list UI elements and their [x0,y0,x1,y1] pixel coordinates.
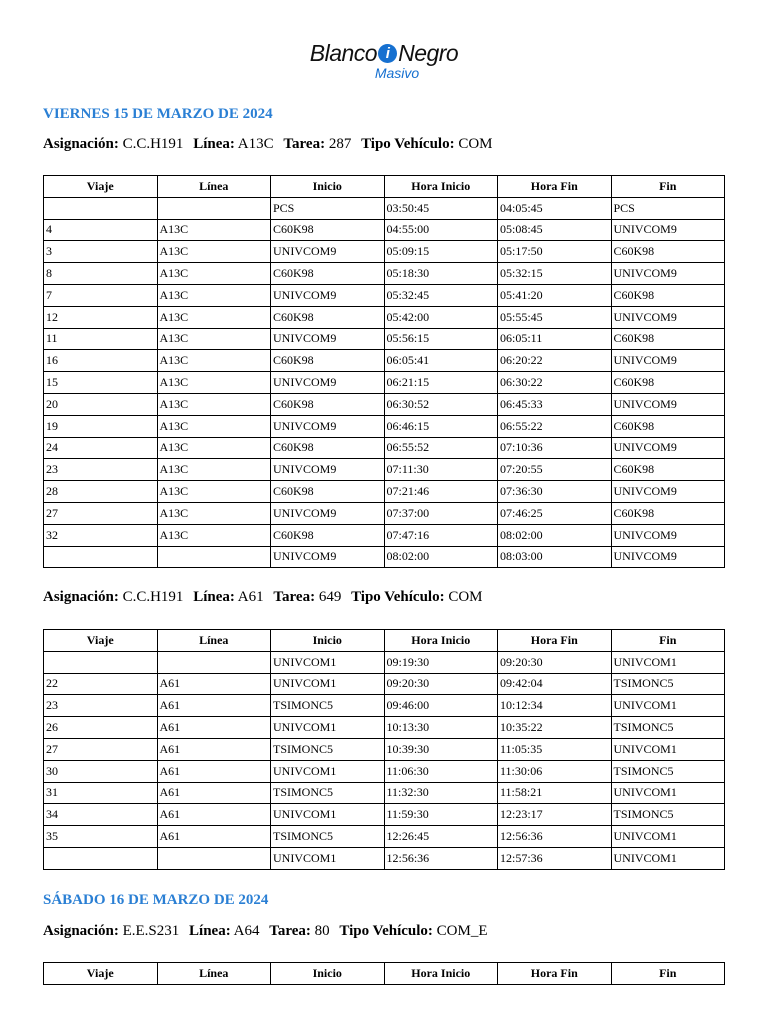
column-header-fin: Fin [611,630,725,652]
cell-linea: A13C [157,350,271,372]
cell-fin: TSIMONC5 [611,717,725,739]
brand-logo-wordmark [310,40,458,67]
column-header-linea: Línea [157,630,271,652]
cell-fin: UNIVCOM9 [611,481,725,503]
trip-table-3 [43,962,725,985]
tipo-label: Tipo Vehículo: [361,136,455,152]
cell-inicio: UNIVCOM1 [271,673,385,695]
tipo-label: Tipo Vehículo: [351,589,445,605]
table-header-row [44,176,725,198]
cell-linea: A13C [157,263,271,285]
cell-hora-fin: 11:30:06 [498,760,612,782]
cell-fin: TSIMONC5 [611,673,725,695]
cell-hora-inicio: 05:09:15 [384,241,498,263]
cell-viaje: 35 [44,826,158,848]
cell-hora-inicio: 08:02:00 [384,546,498,568]
cell-viaje: 32 [44,524,158,546]
cell-hora-fin: 09:42:04 [498,673,612,695]
cell-hora-inicio: 06:21:15 [384,372,498,394]
asignacion-label: Asignación: [43,923,119,939]
cell-hora-fin: 10:12:34 [498,695,612,717]
cell-linea [157,651,271,673]
cell-fin: UNIVCOM1 [611,651,725,673]
cell-hora-inicio: 06:05:41 [384,350,498,372]
tarea-label: Tarea: [269,923,311,939]
cell-linea: A61 [157,738,271,760]
table-row [44,197,725,219]
cell-hora-fin: 09:20:30 [498,651,612,673]
table-header-row [44,630,725,652]
table-row [44,284,725,306]
cell-fin: PCS [611,197,725,219]
cell-inicio: UNIVCOM9 [271,459,385,481]
cell-fin: C60K98 [611,502,725,524]
cell-inicio: UNIVCOM9 [271,241,385,263]
cell-linea: A61 [157,782,271,804]
cell-hora-inicio: 09:46:00 [384,695,498,717]
asignacion-value: C.C.H191 [122,589,184,605]
linea-value: A61 [237,589,264,605]
table-row [44,804,725,826]
tipo-value: COM [458,136,493,152]
cell-hora-fin: 05:17:50 [498,241,612,263]
table-row [44,847,725,869]
table-row [44,782,725,804]
cell-viaje: 34 [44,804,158,826]
cell-hora-inicio: 06:55:52 [384,437,498,459]
cell-fin: UNIVCOM9 [611,263,725,285]
cell-hora-inicio: 11:06:30 [384,760,498,782]
cell-hora-inicio: 11:59:30 [384,804,498,826]
cell-fin: C60K98 [611,372,725,394]
asignacion-label: Asignación: [43,136,119,152]
tarea-value: 649 [318,589,342,605]
cell-viaje: 23 [44,695,158,717]
cell-inicio: UNIVCOM1 [271,651,385,673]
cell-hora-fin: 04:05:45 [498,197,612,219]
cell-fin: C60K98 [611,284,725,306]
cell-viaje: 23 [44,459,158,481]
cell-hora-fin: 06:55:22 [498,415,612,437]
column-header-hora-fin: Hora Fin [498,630,612,652]
linea-label: Línea: [189,923,231,939]
cell-linea: A61 [157,717,271,739]
asignacion-label: Asignación: [43,589,119,605]
cell-inicio: TSIMONC5 [271,695,385,717]
table-row [44,393,725,415]
cell-linea: A13C [157,372,271,394]
linea-label: Línea: [193,136,235,152]
cell-inicio: TSIMONC5 [271,738,385,760]
cell-hora-inicio: 05:18:30 [384,263,498,285]
column-header-viaje: Viaje [44,963,158,985]
cell-hora-fin: 05:32:15 [498,263,612,285]
cell-inicio: TSIMONC5 [271,782,385,804]
table-row [44,695,725,717]
trip-table-1 [43,175,725,568]
cell-linea: A61 [157,695,271,717]
day-heading-2: SÁBADO 16 DE MARZO DE 2024 [43,892,269,908]
cell-hora-fin: 12:57:36 [498,847,612,869]
table-row [44,673,725,695]
cell-viaje: 28 [44,481,158,503]
table-row [44,219,725,241]
cell-hora-inicio: 10:39:30 [384,738,498,760]
cell-viaje [44,651,158,673]
cell-inicio: UNIVCOM1 [271,804,385,826]
cell-inicio: UNIVCOM1 [271,717,385,739]
info-circle-icon: i [378,44,397,63]
tipo-value: COM [448,589,483,605]
cell-hora-fin: 11:58:21 [498,782,612,804]
cell-hora-fin: 08:03:00 [498,546,612,568]
cell-viaje: 20 [44,393,158,415]
linea-value: A64 [233,923,260,939]
cell-linea: A13C [157,415,271,437]
cell-viaje [44,546,158,568]
table-row [44,717,725,739]
asignacion-value: C.C.H191 [122,136,184,152]
cell-hora-inicio: 05:32:45 [384,284,498,306]
cell-hora-fin: 08:02:00 [498,524,612,546]
cell-linea: A13C [157,219,271,241]
cell-hora-inicio: 04:55:00 [384,219,498,241]
cell-viaje: 15 [44,372,158,394]
linea-value: A13C [237,136,274,152]
cell-hora-fin: 05:55:45 [498,306,612,328]
linea-label: Línea: [193,589,235,605]
column-header-inicio: Inicio [271,630,385,652]
cell-viaje: 31 [44,782,158,804]
cell-fin: UNIVCOM9 [611,524,725,546]
tarea-label: Tarea: [283,136,326,152]
cell-fin: UNIVCOM1 [611,695,725,717]
cell-fin: C60K98 [611,459,725,481]
column-header-viaje: Viaje [44,630,158,652]
column-header-hora-inicio: Hora Inicio [384,963,498,985]
table-row [44,826,725,848]
cell-inicio: C60K98 [271,306,385,328]
cell-hora-inicio: 07:11:30 [384,459,498,481]
cell-linea: A13C [157,502,271,524]
cell-viaje: 30 [44,760,158,782]
cell-hora-fin: 06:30:22 [498,372,612,394]
cell-hora-inicio: 09:20:30 [384,673,498,695]
cell-inicio: UNIVCOM9 [271,415,385,437]
cell-hora-fin: 07:20:55 [498,459,612,481]
cell-linea: A61 [157,826,271,848]
table-row [44,437,725,459]
tarea-label: Tarea: [273,589,316,605]
cell-fin: UNIVCOM1 [611,847,725,869]
table-row [44,502,725,524]
cell-linea [157,546,271,568]
cell-linea [157,197,271,219]
cell-hora-fin: 10:35:22 [498,717,612,739]
cell-linea: A13C [157,241,271,263]
cell-fin: UNIVCOM1 [611,782,725,804]
cell-hora-fin: 12:23:17 [498,804,612,826]
cell-hora-fin: 06:20:22 [498,350,612,372]
cell-linea: A13C [157,524,271,546]
cell-inicio: PCS [271,197,385,219]
cell-hora-inicio: 07:21:46 [384,481,498,503]
cell-fin: TSIMONC5 [611,760,725,782]
table-row [44,241,725,263]
cell-hora-fin: 05:41:20 [498,284,612,306]
table-row [44,651,725,673]
cell-inicio: C60K98 [271,393,385,415]
cell-fin: UNIVCOM9 [611,393,725,415]
table-row [44,263,725,285]
cell-hora-fin: 07:36:30 [498,481,612,503]
cell-linea: A61 [157,760,271,782]
column-header-inicio: Inicio [271,176,385,198]
cell-hora-inicio: 09:19:30 [384,651,498,673]
cell-inicio: C60K98 [271,524,385,546]
table-row [44,306,725,328]
column-header-hora-inicio: Hora Inicio [384,630,498,652]
cell-hora-fin: 06:05:11 [498,328,612,350]
cell-inicio: UNIVCOM1 [271,760,385,782]
cell-viaje: 22 [44,673,158,695]
assignment-line-1 [43,136,493,153]
cell-fin: C60K98 [611,415,725,437]
tarea-value: 287 [328,136,352,152]
asignacion-value: E.E.S231 [122,923,180,939]
cell-hora-fin: 12:56:36 [498,826,612,848]
table-row [44,760,725,782]
table-row [44,481,725,503]
cell-inicio: C60K98 [271,350,385,372]
brand-right-text: Negro [398,40,459,66]
table-row [44,415,725,437]
cell-viaje: 24 [44,437,158,459]
column-header-hora-fin: Hora Fin [498,963,612,985]
cell-linea: A61 [157,673,271,695]
table-header-row [44,963,725,985]
cell-hora-inicio: 07:37:00 [384,502,498,524]
cell-hora-fin: 07:46:25 [498,502,612,524]
brand-subtitle: Masivo [374,65,420,81]
cell-viaje: 12 [44,306,158,328]
cell-fin: C60K98 [611,328,725,350]
cell-inicio: UNIVCOM9 [271,546,385,568]
cell-fin: UNIVCOM9 [611,219,725,241]
table-row [44,524,725,546]
cell-viaje: 19 [44,415,158,437]
column-header-inicio: Inicio [271,963,385,985]
cell-viaje: 11 [44,328,158,350]
cell-hora-fin: 05:08:45 [498,219,612,241]
column-header-hora-fin: Hora Fin [498,176,612,198]
cell-viaje: 4 [44,219,158,241]
cell-hora-inicio: 07:47:16 [384,524,498,546]
cell-fin: UNIVCOM1 [611,826,725,848]
column-header-viaje: Viaje [44,176,158,198]
table-row [44,328,725,350]
cell-inicio: UNIVCOM9 [271,328,385,350]
cell-viaje [44,847,158,869]
cell-viaje [44,197,158,219]
cell-inicio: UNIVCOM1 [271,847,385,869]
trip-table-2 [43,629,725,870]
cell-fin: C60K98 [611,241,725,263]
cell-hora-inicio: 06:30:52 [384,393,498,415]
cell-linea: A13C [157,481,271,503]
cell-hora-fin: 07:10:36 [498,437,612,459]
day-heading-1: VIERNES 15 DE MARZO DE 2024 [43,106,273,122]
column-header-fin: Fin [611,176,725,198]
cell-linea: A13C [157,306,271,328]
assignment-line-3 [43,923,488,940]
cell-fin: UNIVCOM9 [611,437,725,459]
cell-inicio: C60K98 [271,263,385,285]
cell-viaje: 16 [44,350,158,372]
cell-linea: A13C [157,328,271,350]
cell-hora-inicio: 03:50:45 [384,197,498,219]
cell-linea: A13C [157,393,271,415]
cell-linea: A13C [157,459,271,481]
cell-inicio: C60K98 [271,219,385,241]
cell-fin: TSIMONC5 [611,804,725,826]
cell-viaje: 27 [44,502,158,524]
tarea-value: 80 [314,923,330,939]
cell-inicio: TSIMONC5 [271,826,385,848]
cell-fin: UNIVCOM9 [611,306,725,328]
cell-fin: UNIVCOM1 [611,738,725,760]
cell-fin: UNIVCOM9 [611,546,725,568]
tipo-label: Tipo Vehículo: [339,923,433,939]
cell-inicio: UNIVCOM9 [271,502,385,524]
tipo-value: COM_E [436,923,488,939]
cell-hora-inicio: 11:32:30 [384,782,498,804]
cell-fin: UNIVCOM9 [611,350,725,372]
table-row [44,350,725,372]
table-row [44,546,725,568]
cell-viaje: 7 [44,284,158,306]
cell-hora-inicio: 05:56:15 [384,328,498,350]
brand-logo [0,40,768,81]
table-row [44,372,725,394]
cell-hora-inicio: 12:56:36 [384,847,498,869]
cell-hora-inicio: 06:46:15 [384,415,498,437]
column-header-linea: Línea [157,176,271,198]
assignment-line-2 [43,589,483,606]
table-row [44,738,725,760]
column-header-hora-inicio: Hora Inicio [384,176,498,198]
cell-inicio: UNIVCOM9 [271,284,385,306]
cell-linea: A13C [157,284,271,306]
column-header-fin: Fin [611,963,725,985]
cell-viaje: 26 [44,717,158,739]
cell-linea: A61 [157,804,271,826]
cell-hora-inicio: 05:42:00 [384,306,498,328]
cell-hora-fin: 11:05:35 [498,738,612,760]
cell-linea: A13C [157,437,271,459]
cell-viaje: 27 [44,738,158,760]
cell-hora-inicio: 12:26:45 [384,826,498,848]
cell-linea [157,847,271,869]
cell-inicio: C60K98 [271,481,385,503]
cell-inicio: C60K98 [271,437,385,459]
table-row [44,459,725,481]
cell-viaje: 3 [44,241,158,263]
cell-inicio: UNIVCOM9 [271,372,385,394]
cell-viaje: 8 [44,263,158,285]
cell-hora-fin: 06:45:33 [498,393,612,415]
column-header-linea: Línea [157,963,271,985]
brand-left-text: Blanco [309,40,378,66]
cell-hora-inicio: 10:13:30 [384,717,498,739]
